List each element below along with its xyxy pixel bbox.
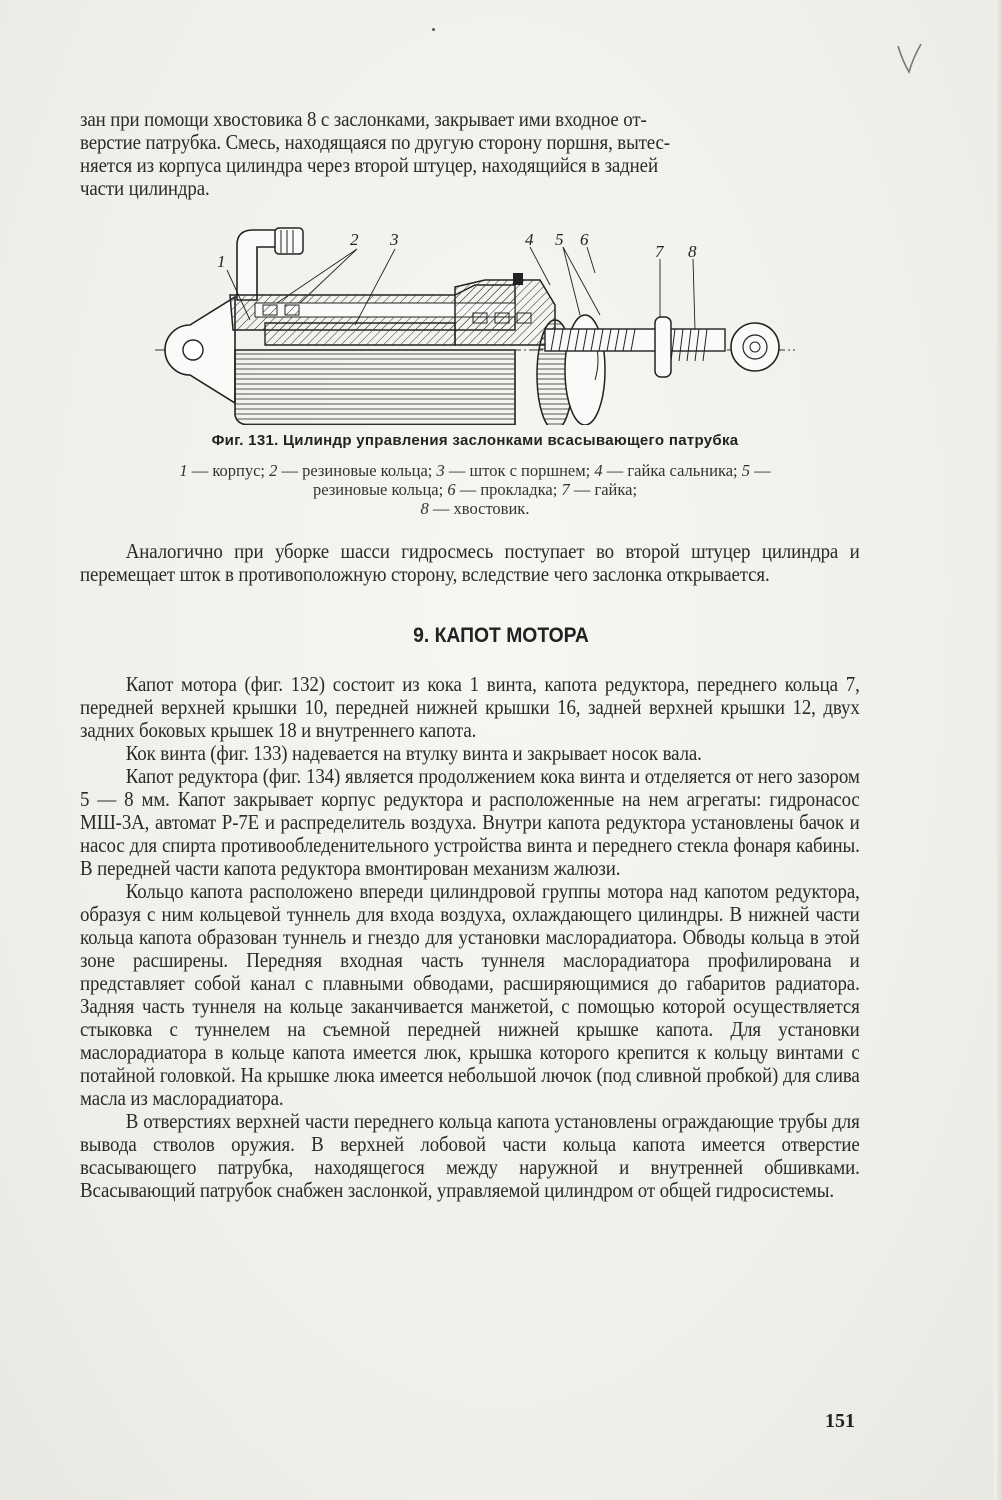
figure-caption: Фиг. 131. Цилиндр управления заслонками всасывающего патрубка [211, 432, 739, 449]
paragraph: Кольцо капота расположено впереди цилиндровой группы мотора над капотом редуктора, образуя с ним кольцевой туннель для входа воздуха, охлаждающего цилиндры. В нижней части кольца капота образован туннель и гнездо для установки маслорадиатора. Обводы кольца в этой зоне расширены. Передняя входная часть туннеля маслорадиатора профилирована и представляет собой канал с плавными обводами, расширяющимися до габаритов радиатора. Задняя часть туннеля на кольце заканчивается манжетой, с помощью которой осуществляется стыковка с туннелем на съемной передней нижней крышке капота. Для установки маслорадиатора в кольце капота имеется люк, крышка которого крепится к кольцу винтами с потайной головкой. На крышке люка имеется небольшой лючок (под сливной пробкой) для слива масла из маслорадиатора. [80, 879, 860, 1110]
page-edge [994, 0, 1002, 1500]
figure-cylinder-drawing [155, 225, 795, 425]
intro-line: няется из корпуса цилиндра через второй штуцер, находящийся в задней [80, 153, 658, 177]
legend-item: 7 — гайка; [561, 480, 638, 499]
intro-line: верстие патрубка. Смесь, находящаяся по другую сторону поршня, вытес- [80, 130, 670, 154]
callout-3: 3 [390, 230, 399, 249]
page-number: 151 [825, 1410, 855, 1432]
intro-paragraph [80, 108, 860, 200]
callout-6: 6 [580, 230, 589, 249]
legend-item: 1 — корпус; [179, 461, 266, 480]
paragraph: Аналогично при уборке шасси гидросмесь поступает во второй штуцер цилиндра и перемещает шток в противоположную сторону, вследствие чего заслонка открывается. [80, 539, 860, 586]
callout-1: 1 [217, 252, 226, 271]
paragraph: В отверстиях верхней части переднего кольца капота установлены ограждающие трубы для вывода стволов оружия. В верхней лобовой части кольца капота имеется отверстие всасывающего патрубка, находящегося между наружной и внутренней обшивками. Всасывающий патрубок снабжен заслонкой, управляемой цилиндром от общей гидросистемы. [80, 1109, 860, 1202]
callout-7: 7 [655, 242, 664, 261]
paragraph: Капот редуктора (фиг. 134) является продолжением кока винта и отделяется от него зазором 5 — 8 мм. Капот закрывает корпус редуктора и расположенные на нем агрегаты: гидронасос МШ-3А, автомат Р-7Е и распределитель воздуха. Внутри капота редуктора установлены бачок и насос для спирта противообледенительного устройства винта и переднего стекла фонаря кабины. В передней части капота редуктора вмонтирован механизм жалюзи. [80, 764, 860, 880]
paragraph: Кок винта (фиг. 133) надевается на втулку винта и закрывает носок вала. [125, 741, 702, 765]
paragraph-analog-block [80, 540, 860, 586]
callout-5: 5 [555, 230, 564, 249]
legend-item: 4 — гайка сальника; [594, 461, 738, 480]
paragraph: Капот мотора (фиг. 132) состоит из кока 1 винта, капота редуктора, переднего кольца 7, передней верхней крышки 10, передней нижней крышки 16, задней верхней крышки 12, двух задних боковых крышек 18 и внутреннего капота. [80, 672, 860, 742]
legend-item: 2 — резиновые кольца; [269, 461, 433, 480]
body-text [80, 673, 860, 1202]
intro-line: зан при помощи хвостовика 8 с заслонками, закрывает ими входное от- [80, 107, 647, 131]
section-title: 9. КАПОТ МОТОРА [413, 624, 589, 647]
scan-speck [432, 28, 435, 31]
callout-2: 2 [350, 230, 359, 249]
callout-8: 8 [688, 242, 697, 261]
callout-4: 4 [525, 230, 534, 249]
legend-item: 3 — шток с поршнем; [436, 461, 591, 480]
legend-item: 6 — прокладка; [447, 480, 558, 499]
checkmark-icon [895, 40, 925, 76]
figure-legend [155, 461, 795, 518]
intro-line: части цилиндра. [80, 176, 210, 200]
legend-item: 8 — хвостовик. [420, 499, 530, 518]
legend-item: 5 — резиновые кольца; [312, 461, 771, 499]
